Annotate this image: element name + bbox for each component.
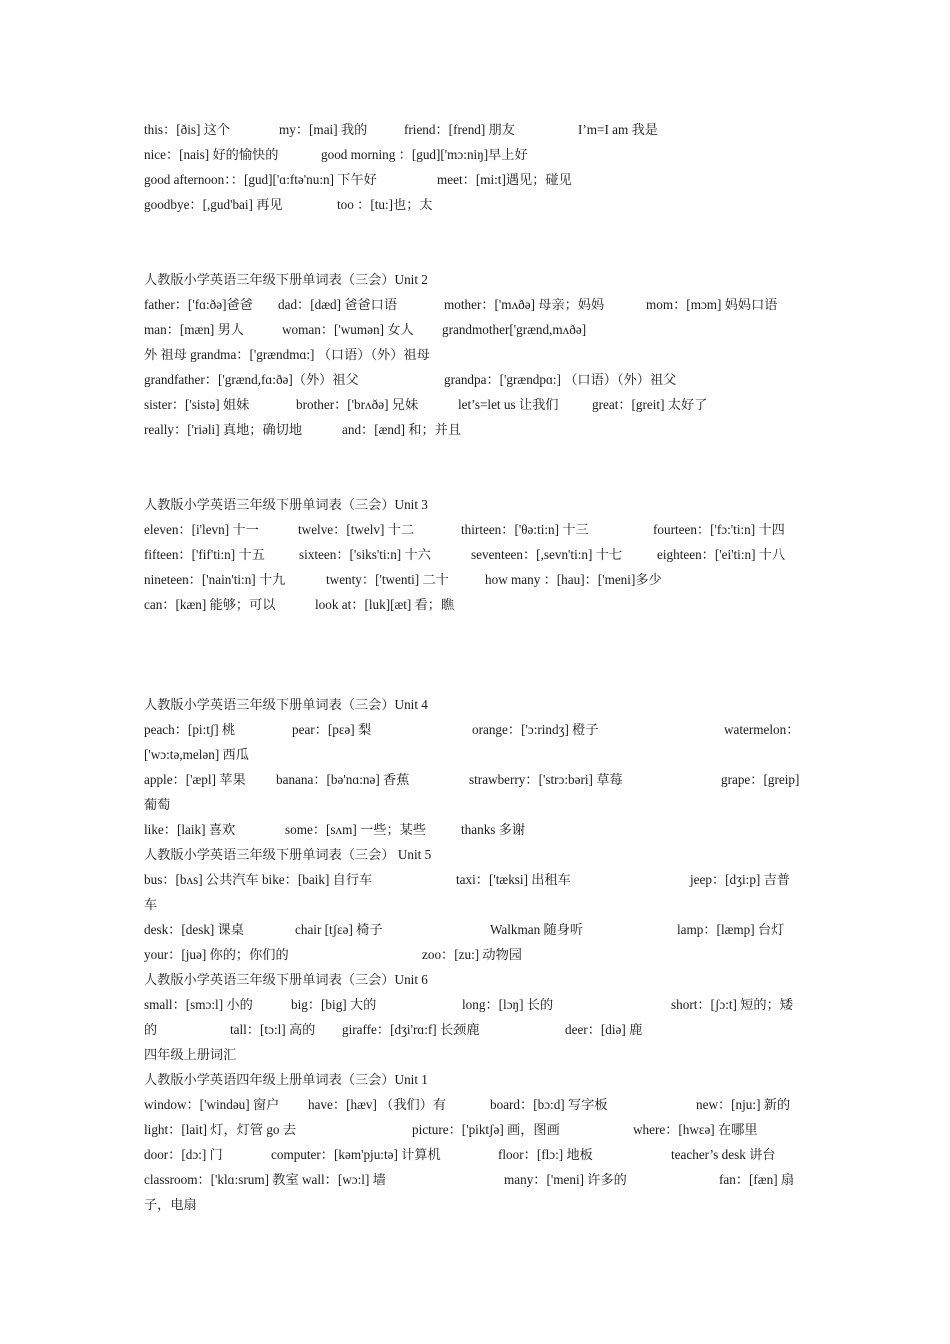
vocab-entry: window：['windəu] 窗户 [144,1097,280,1112]
vocab-entry: apple：['æpl] 苹果 [144,772,246,787]
vocab-entry: big：[big] 大的 [291,997,377,1012]
vocab-line [144,917,809,942]
vocab-entry: nice：[nais] 好的愉快的 [144,147,279,162]
vocab-line [144,717,809,742]
vocab-entry: classroom：['klɑ:srum] 教室 wall：[wɔ:l] 墙 [144,1172,386,1187]
vocab-entry: strawberry：['strɔ:bəri] 草莓 [469,772,623,787]
vocab-line [144,567,809,592]
vocab-entry: board：[bɔ:d] 写字板 [490,1097,608,1112]
vocab-line [144,1017,809,1042]
vocab-line [144,317,809,342]
vocab-entry: I’m=I am 我是 [578,122,658,137]
vocab-entry: ['wɔ:tə,melən] 西瓜 [144,747,249,762]
vocab-entry: 葡萄 [144,797,171,812]
vocab-entry: like：[laik] 喜欢 [144,822,236,837]
vocab-entry: zoo：[zu:] 动物园 [422,947,522,962]
section-heading: 人教版小学英语三年级下册单词表（三会） Unit 5 [144,847,432,862]
vocab-entry: grandmother['grænd,mʌðə] [442,322,587,337]
vocab-entry: jeep：[dʒi:p] 吉普 [690,872,790,887]
vocab-line [144,392,809,417]
vocab-entry: how many ：[hau]：['meni]多少 [485,572,662,587]
vocab-entry: 外 祖母 grandma：['grændmɑ:] （口语）（外）祖母 [144,347,430,362]
section-heading: 人教版小学英语三年级下册单词表（三会）Unit 6 [144,972,428,987]
vocab-entry: long：[lɔŋ] 长的 [462,997,554,1012]
vocab-entry: really：['riəli] 真地；确切地 [144,422,303,437]
vocab-entry: tall：[tɔ:l] 高的 [230,1022,316,1037]
vocab-entry: fifteen：['fif'ti:n] 十五 [144,547,265,562]
vocab-entry: fan：[fæn] 扇 [719,1172,795,1187]
vocab-line [144,292,809,317]
vocab-entry: your：[juə] 你的；你们的 [144,947,289,962]
vocab-line [144,1142,809,1167]
vocab-entry: many：['meni] 许多的 [504,1172,627,1187]
vocab-entry: picture：['piktʃə] 画，图画 [412,1122,560,1137]
vocab-line [144,1167,809,1192]
vocab-entry: twenty：['twenti] 二十 [326,572,449,587]
vocab-entry: brother：['brʌðə] 兄妹 [296,397,419,412]
vocab-line [144,742,809,767]
vocab-entry: mom：[mɔm] 妈妈口语 [646,297,778,312]
vocab-line [144,517,809,542]
vocab-entry: grandpa：['grændpɑ:] （口语）（外）祖父 [444,372,677,387]
vocab-line [144,1192,809,1217]
vocab-entry: and：[ænd] 和；并且 [342,422,462,437]
vocab-line [144,1117,809,1142]
vocab-entry: deer：[diə] 鹿 [565,1022,643,1037]
vocab-entry: good afternoon：：[gud]['ɑ:ftə'nu:n] 下午好 [144,172,377,187]
vocab-entry: can：[kæn] 能够；可以 [144,597,276,612]
vocab-line [144,767,809,792]
vocab-entry: great：[greit] 太好了 [592,397,708,412]
vocab-entry: bus：[bʌs] 公共汽车 bike：[baik] 自行车 [144,872,373,887]
vocab-line [144,192,809,217]
vocab-entry: taxi：['tæksi] 出租车 [456,872,571,887]
vocab-line [144,542,809,567]
vocab-line [144,592,809,617]
section-heading: 人教版小学英语三年级下册单词表（三会）Unit 4 [144,697,428,712]
vocab-entry: goodbye：[,gud'bai] 再见 [144,197,283,212]
vocab-entry: light：[lait] 灯，灯管 go 去 [144,1122,297,1137]
vocab-line [144,992,809,1017]
vocab-entry: teacher’s desk 讲台 [671,1147,776,1162]
vocab-entry: floor：[flɔ:] 地板 [498,1147,593,1162]
section-heading: 人教版小学英语四年级上册单词表（三会）Unit 1 [144,1072,428,1087]
vocab-entry: banana：[bə'nɑ:nə] 香蕉 [276,772,410,787]
vocab-entry: let’s=let us 让我们 [458,397,559,412]
vocab-entry: dad：[dæd] 爸爸口语 [278,297,398,312]
vocab-entry: seventeen：[,sevn'ti:n] 十七 [471,547,623,562]
vocab-entry: 的 [144,1022,158,1037]
vocab-entry: 车 [144,897,158,912]
section-heading: 人教版小学英语三年级下册单词表（三会）Unit 3 [144,497,428,512]
vocab-entry: some：[sʌm] 一些；某些 [285,822,427,837]
spacer [144,217,809,267]
vocab-entry: pear：[pɛə] 梨 [292,722,372,737]
section-heading: 人教版小学英语三年级下册单词表（三会）Unit 2 [144,272,428,287]
vocab-line [144,892,809,917]
vocab-entry: orange：['ɔ:rindʒ] 橙子 [472,722,599,737]
vocab-entry: small：[smɔ:l] 小的 [144,997,253,1012]
vocab-entry: twelve：[twelv] 十二 [298,522,415,537]
vocab-entry: watermelon： [724,722,800,737]
vocab-entry: giraffe：[dʒi'rɑ:f] 长颈鹿 [342,1022,480,1037]
vocab-line [144,342,809,367]
vocab-line [144,1092,809,1117]
vocab-entry: sister：['sistə] 姐妹 [144,397,250,412]
vocab-entry: woman：['wumən] 女人 [282,322,414,337]
vocab-entry: new：[nju:] 新的 [696,1097,791,1112]
vocab-entry: eleven：[i'levn] 十一 [144,522,259,537]
vocab-entry: friend：[frend] 朋友 [404,122,515,137]
vocab-entry: 子，电扇 [144,1197,197,1212]
vocab-entry: short：[ʃɔ:t] 短的；矮 [671,997,793,1012]
vocab-entry: this：[ðis] 这个 [144,122,231,137]
vocab-entry: meet：[mi:t]遇见；碰见 [437,172,572,187]
vocab-line [144,867,809,892]
vocab-line [144,117,809,142]
vocab-entry: computer：[kəm'pju:tə] 计算机 [271,1147,441,1162]
spacer [144,442,809,492]
vocab-entry: my：[mai] 我的 [279,122,368,137]
vocab-entry: grape：[greip] [721,772,800,787]
document-page [144,117,809,1217]
vocab-line [144,142,809,167]
vocab-entry: peach：[pi:tʃ] 桃 [144,722,236,737]
vocab-entry: mother：['mʌðə] 母亲；妈妈 [444,297,605,312]
vocab-line [144,167,809,192]
vocab-line [144,942,809,967]
vocab-entry: sixteen：['siks'ti:n] 十六 [299,547,431,562]
vocab-entry: where：[hwɛə] 在哪里 [633,1122,758,1137]
grade-title: 四年级上册词汇 [144,1047,237,1062]
vocab-entry: thirteen：['θə:ti:n] 十三 [461,522,589,537]
vocab-entry: nineteen：['nain'ti:n] 十九 [144,572,286,587]
vocab-entry: good morning ：[gud]['mɔ:niŋ]早上好 [321,147,528,162]
vocab-entry: eighteen：['ei'ti:n] 十八 [657,547,786,562]
vocab-entry: thanks 多谢 [461,822,526,837]
vocab-entry: desk：[desk] 课桌 [144,922,244,937]
vocab-entry: door：[dɔ:] 门 [144,1147,223,1162]
vocab-entry: father：['fɑ:ðə]爸爸 [144,297,253,312]
vocab-entry: fourteen：['fɔ:'ti:n] 十四 [653,522,785,537]
vocab-line [144,792,809,817]
vocab-entry: look at：[luk][æt] 看；瞧 [315,597,455,612]
vocab-line [144,817,809,842]
vocab-entry: lamp：[læmp] 台灯 [677,922,785,937]
vocab-entry: man：[mæn] 男人 [144,322,244,337]
vocab-entry: chair [tʃɛə] 椅子 [295,922,383,937]
vocab-entry: grandfather：['grænd,fɑ:ðə]（外）祖父 [144,372,359,387]
vocab-entry: Walkman 随身听 [490,922,584,937]
vocab-line [144,417,809,442]
vocab-entry: too ：[tu:]也；太 [337,197,433,212]
spacer [144,617,809,692]
vocab-line [144,367,809,392]
vocab-entry: have：[hæv] （我们）有 [308,1097,447,1112]
